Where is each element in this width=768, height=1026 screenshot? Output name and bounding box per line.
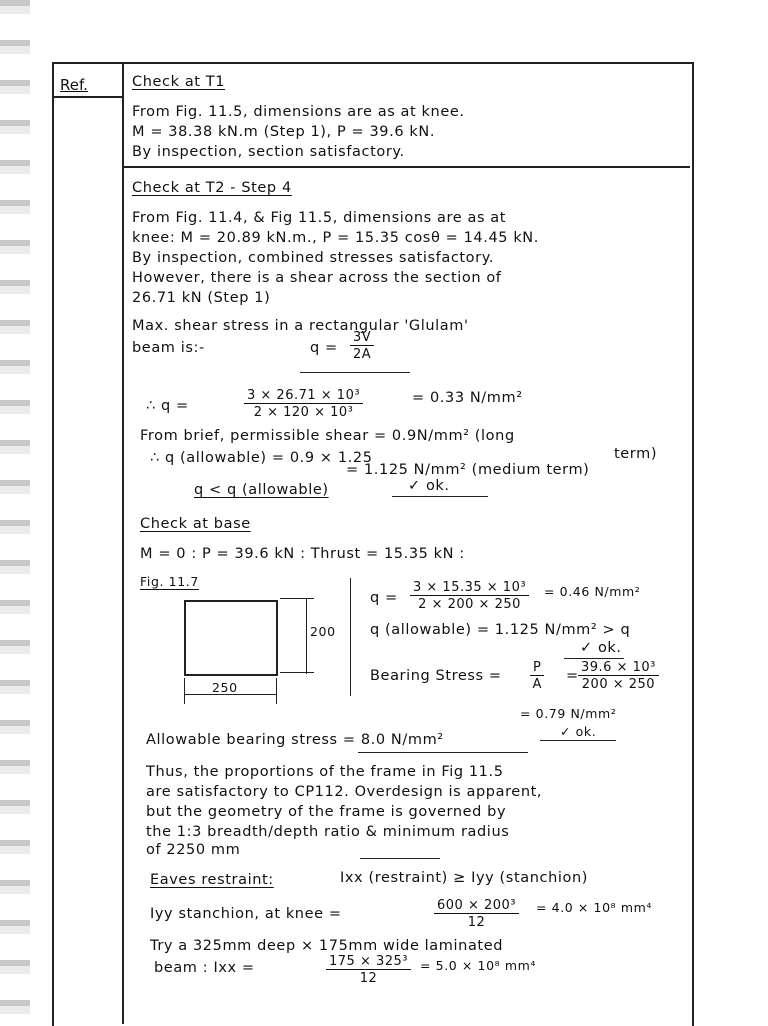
bearing-ok: ✓ ok. [560,724,597,739]
t2-line: By inspection, combined stresses satisfactory. [132,250,495,266]
bearing-numerator: 39.6 × 10³ [578,660,659,676]
bearing-a: A [532,677,542,692]
allowable-bearing: Allowable bearing stress = 8.0 N/mm² [146,732,444,748]
shear-intro: beam is:- [132,340,205,356]
heading-check-base: Check at base [140,516,251,532]
base-q-result: = 0.46 N/mm² [544,584,641,599]
conclusion-line: the 1:3 breadth/depth ratio & minimum radius [146,824,510,840]
shear-check: q < q (allowable) [194,482,329,498]
iyy-fraction [434,898,519,930]
width-dimension-tick [276,678,277,704]
q-formula-fraction [350,330,374,362]
allowable-shear: ∴ q (allowable) = 0.9 × 1.25 [150,450,373,466]
q-formula-numerator: 3V [350,330,374,346]
ref-header: Ref. [60,76,88,94]
beam-ixx-result: = 5.0 × 10⁸ mm⁴ [420,958,537,973]
figure-label: Fig. 11.7 [140,574,199,589]
t2-line: From Fig. 11.4, & Fig 11.5, dimensions are as at [132,210,507,226]
bearing-p: P [530,660,544,676]
shear-intro: Max. shear stress in a rectangular 'Glulam' [132,318,469,334]
base-column-divider [350,578,351,696]
heading-check-t2: Check at T2 - Step 4 [132,180,292,196]
iyy-result: = 4.0 × 10⁸ mm⁴ [536,900,653,915]
bearing-fraction [578,660,659,692]
heading-eaves-restraint: Eaves restraint: [150,872,274,888]
depth-dimension-label: 200 [310,624,336,639]
eaves-relation: Ixx (restraint) ≥ Iyy (stanchion) [340,870,589,886]
base-q-numerator: 3 × 15.35 × 10³ [410,580,529,596]
ref-header-rule [52,96,122,98]
formula-underline [300,372,410,373]
t1-line: From Fig. 11.5, dimensions are as at knee. [132,104,465,120]
conclusion-line: but the geometry of the frame is governed by [146,804,507,820]
allowable-shear-value: = 1.125 N/mm² (medium term) [346,462,590,478]
conclusion-line: of 2250 mm [146,842,241,858]
iyy-numerator: 600 × 200³ [434,898,519,914]
beam-ixx-fraction [326,954,411,986]
try-section: Try a 325mm deep × 175mm wide laminated [150,938,504,954]
base-forces: M = 0 : P = 39.6 kN : Thrust = 15.35 kN : [140,546,465,562]
bearing-pa-fraction [530,660,544,692]
beam-ixx-numerator: 175 × 325³ [326,954,411,970]
base-q-allowable: q (allowable) = 1.125 N/mm² > q [370,622,631,638]
base-q-denominator: 2 × 200 × 250 [418,597,521,612]
cross-section-diagram [184,600,278,676]
permissible-shear: From brief, permissible shear = 0.9N/mm² (long [140,428,515,444]
shear-calc-result: = 0.33 N/mm² [412,390,523,406]
q-formula-denominator: 2A [353,347,372,362]
shear-calc-numerator: 3 × 26.71 × 10³ [244,388,363,404]
depth-dimension-line [306,598,307,674]
t2-line: 26.71 kN (Step 1) [132,290,271,306]
base-q-lhs: q = [370,590,398,606]
t2-line: knee: M = 20.89 kN.m., P = 15.35 cosθ = 14.45 kN. [132,230,539,246]
permissible-term: term) [614,446,658,462]
iyy-lhs: Iyy stanchion, at knee = [150,906,342,922]
width-dimension-tick [184,678,185,704]
bearing-equals: = [566,668,579,684]
iyy-denominator: 12 [467,915,486,930]
ref-column-divider [122,62,124,1024]
section-divider [122,166,690,168]
ok-underline [564,658,624,659]
conclusion-line: are satisfactory to CP112. Overdesign is apparent, [146,784,543,800]
bearing-denominator: 200 × 250 [581,677,656,692]
bearing-result: = 0.79 N/mm² [520,706,617,721]
width-dimension-label: 250 [212,680,238,695]
shear-calc-denominator: 2 × 120 × 10³ [253,405,354,420]
formula-underline [358,752,528,753]
bearing-lhs: Bearing Stress = [370,668,502,684]
base-q-fraction [410,580,529,612]
shear-ok: ✓ ok. [408,478,450,494]
t1-line: By inspection, section satisfactory. [132,144,405,160]
heading-check-t1: Check at T1 [132,74,226,90]
ok-underline [392,496,488,497]
beam-ixx-denominator: 12 [359,971,378,986]
formula-underline [360,858,440,859]
q-formula-lhs: q = [310,340,338,356]
t2-line: However, there is a shear across the section of [132,270,502,286]
base-q-ok: ✓ ok. [580,640,622,656]
shear-calc-lhs: ∴ q = [146,398,189,414]
depth-dimension-tick [280,672,314,673]
depth-dimension-tick [280,598,314,599]
beam-ixx-lhs: beam : Ixx = [154,960,255,976]
conclusion-line: Thus, the proportions of the frame in Fig 11.5 [146,764,504,780]
t1-line: M = 38.38 kN.m (Step 1), P = 39.6 kN. [132,124,436,140]
shear-calc-fraction [244,388,363,420]
ok-underline [540,740,616,741]
binder-edge [0,0,30,1024]
